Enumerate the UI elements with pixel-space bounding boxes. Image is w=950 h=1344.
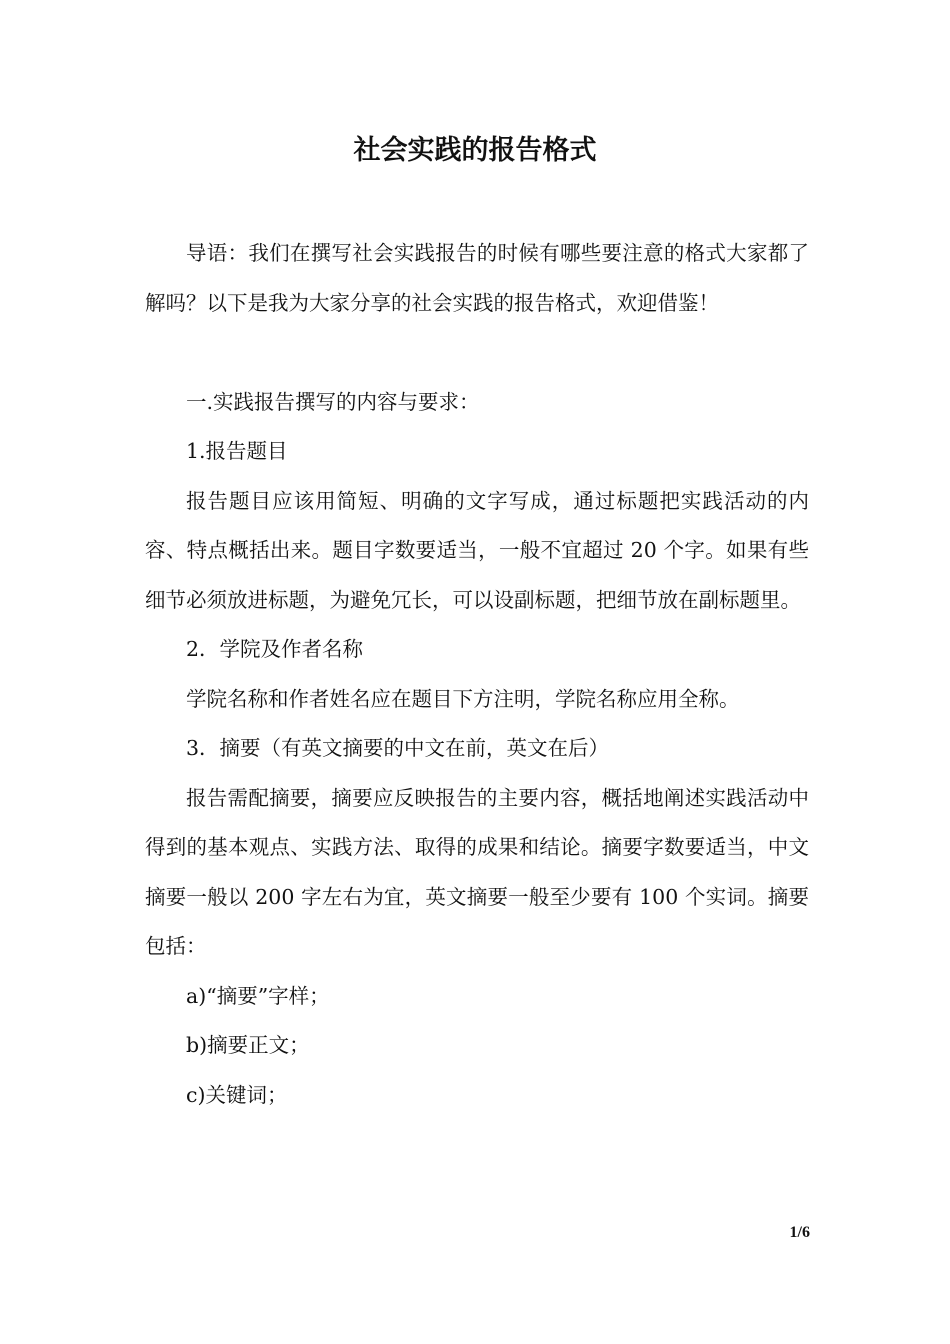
subheading-abstract: 3．摘要（有英文摘要的中文在前，英文在后） <box>186 736 610 760</box>
page-number: 1/6 <box>789 1224 810 1241</box>
paragraph-report-title: 报告题目应该用简短、明确的文字写成，通过标题把实践活动的内容、特点概括出来。题目字数要适当，一般不宜超过 20 个字。如果有些细节必须放进标题，为避免冗长，可以设副标题，把细节放在副标题里。 <box>145 488 809 612</box>
paragraph-gap <box>145 328 809 378</box>
paragraph-abstract: 报告需配摘要，摘要应反映报告的主要内容，概括地阐述实践活动中得到的基本观点、实践方法、取得的成果和结论。摘要字数要适当，中文摘要一般以 200 字左右为宜，英文摘要一般至少要有 100 个实词。摘要包括： <box>145 785 809 958</box>
subheading-college-author: 2．学院及作者名称 <box>186 637 364 661</box>
list-item-a: a)“摘要”字样； <box>186 983 330 1008</box>
subheading-report-title: 1.报告题目 <box>186 439 288 463</box>
list-item-b: b)摘要正文； <box>186 1033 310 1057</box>
intro-paragraph: 导语：我们在撰写社会实践报告的时候有哪些要注意的格式大家都了解吗？以下是我为大家分享的社会实践的报告格式，欢迎借鉴！ <box>145 241 809 315</box>
list-item-c: c)关键词； <box>186 1082 288 1107</box>
document-body <box>145 229 809 1120</box>
section-heading-1: 一.实践报告撰写的内容与要求： <box>186 389 480 414</box>
document-title: 社会实践的报告格式 <box>353 135 597 166</box>
paragraph-college-author: 学院名称和作者姓名应在题目下方注明，学院名称应用全称。 <box>186 686 740 711</box>
